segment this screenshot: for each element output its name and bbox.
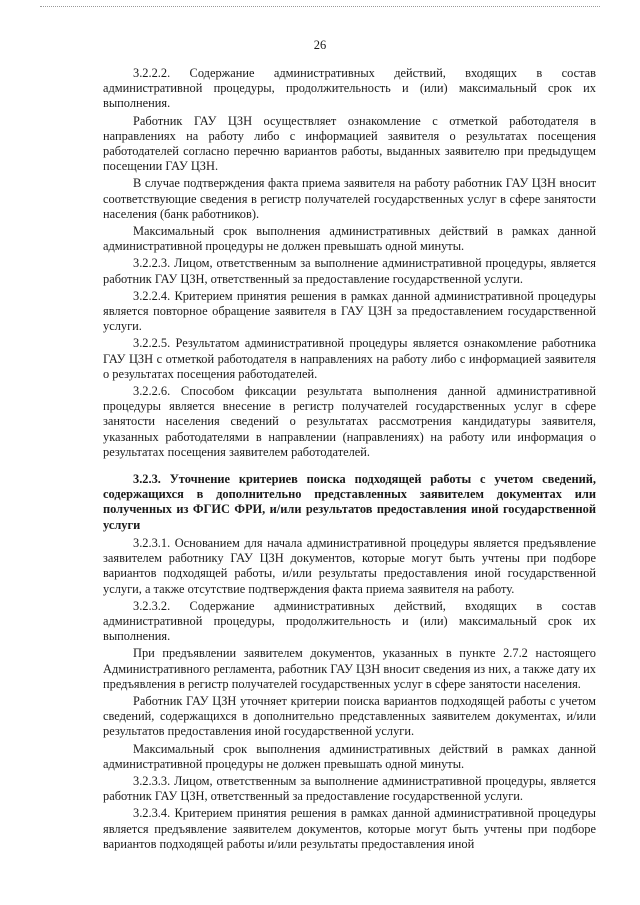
paragraph-3-2-3-2: 3.2.3.2. Содержание административных действий, входящих в состав административной процедуры, продолжительность и (или) максимальный срок их выполнения. bbox=[103, 598, 596, 644]
document-body bbox=[103, 66, 596, 854]
section-heading-3-2-3: 3.2.3. Уточнение критериев поиска подходящей работы с учетом сведений, содержащихся в дополнительно представленных заявителем документах или полученных из ФГИС ФРИ, и/или результатов предоставления иной государственной услуги bbox=[103, 472, 596, 532]
paragraph-3-2-2-3: 3.2.2.3. Лицом, ответственным за выполнение административной процедуры, является работник ГАУ ЦЗН, ответственный за предоставление государственной услуги. bbox=[103, 256, 596, 286]
paragraph-3-2-3-3: 3.2.3.3. Лицом, ответственным за выполнение административной процедуры, является работник ГАУ ЦЗН, ответственный за предоставление государственной услуги. bbox=[103, 773, 596, 804]
paragraph-3-2-2-6: 3.2.2.6. Способом фиксации результата выполнения данной административной процедуры является внесение в регистр получателей государственных услуг в сфере занятости населения сведений о результатах рассмотрения кандидатуры заявителя, указанных работодателями в направлении (направлениях) на работу или информация о результатах посещения заявителем работодателей. bbox=[103, 384, 596, 459]
paragraph: Работник ГАУ ЦЗН уточняет критерии поиска вариантов подходящей работы с учетом сведений, содержащихся в дополнительно представленных заявителем документах, и/или результатов предоставления иной государственной услуги. bbox=[103, 693, 596, 739]
paragraph-3-2-2-2: 3.2.2.2. Содержание административных действий, входящих в состав административной процедуры, продолжительность и (или) максимальный срок их выполнения. bbox=[103, 66, 596, 111]
paragraph: Максимальный срок выполнения административных действий в рамках данной административной процедуры не должен превышать одной минуты. bbox=[103, 224, 596, 254]
paragraph: В случае подтверждения факта приема заявителя на работу работник ГАУ ЦЗН вносит соответствующие сведения в регистр получателей государственных услуг в сфере занятости населения (банк работников). bbox=[103, 176, 596, 221]
paragraph: Максимальный срок выполнения административных действий в рамках данной административной процедуры не должен превышать одной минуты. bbox=[103, 741, 596, 771]
paragraph-3-2-2-5: 3.2.2.5. Результатом административной процедуры является ознакомление работника ГАУ ЦЗН с отметкой работодателя в направлениях на работу либо с информацией заявителя о результатах посещения работодателей. bbox=[103, 336, 596, 381]
page-number: 26 bbox=[313, 38, 327, 52]
paragraph-3-2-3-1: 3.2.3.1. Основанием для начала административной процедуры является предъявление заявителем работнику ГАУ ЦЗН документов, которые могут быть учтены при подборе вариантов подходящей работы, и/или результаты предоставления иной государственной услуги, а также отсутствие подтверждения факта приема заявителя на работу. bbox=[103, 535, 596, 596]
paragraph: При предъявлении заявителем документов, указанных в пункте 2.7.2 настоящего Административного регламента, работник ГАУ ЦЗН вносит сведения из них, а также дату их предъявления в регистр получателей государственных услуг в сфере занятости населения. bbox=[103, 646, 596, 691]
paragraph-3-2-2-4: 3.2.2.4. Критерием принятия решения в рамках данной административной процедуры является повторное обращение заявителя в ГАУ ЦЗН за предоставлением государственной услуги. bbox=[103, 288, 596, 334]
paragraph-3-2-3-4: 3.2.3.4. Критерием принятия решения в рамках данной административной процедуры является предъявление заявителем документов, которые могут быть учтены при подборе вариантов подходящей работы и/или результаты предоставления иной bbox=[103, 806, 596, 851]
paragraph: Работник ГАУ ЦЗН осуществляет ознакомление с отметкой работодателя в направлениях на работу либо с информацией заявителя о результатах посещения работодателей согласно перечню вариантов работы, выданных заявителю при предыдущем посещении ГАУ ЦЗН. bbox=[103, 113, 596, 174]
scan-edge-line bbox=[40, 6, 600, 7]
